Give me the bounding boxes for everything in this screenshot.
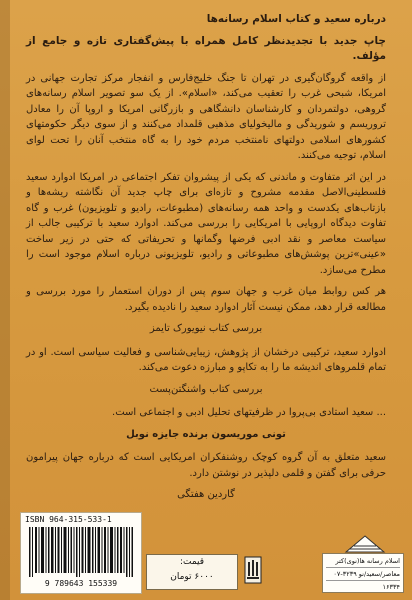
- barcode-icon: [29, 527, 133, 577]
- paragraph-3: هر کس روابط میان غرب و جهان سوم پس از دوران استعمار را مورد بررسی و مطالعه قرار دهد، ممکن نیست آثار ادوارد سعید را نادیده بگیرد.: [26, 286, 386, 313]
- sticker-line-3: ۱۶۳۳۴: [382, 583, 400, 591]
- paragraph-6: سعید متعلق به آن گروه کوچک روشنفکران امریکایی است که درباره جهان پیرامون حرفی برای گفتن و قلمی دلپذیر در نوشتن دارد.: [26, 452, 386, 479]
- header-line-2: چاپ جدید با تجدیدنظر کامل همراه با پیش‌گفتاری تازه و جامع از مؤلف.: [26, 34, 386, 62]
- cover-edge-shadow: [0, 0, 10, 600]
- publisher-emblem-icon: [340, 535, 390, 553]
- price-label: قیمت:: [179, 557, 205, 567]
- attribution-nyt: بررسی کتاب نیویورک تایمز: [149, 323, 263, 334]
- attribution-guardian: گاردین هفتگی: [177, 489, 235, 500]
- paragraph-2: در این اثر متفاوت و ماندنی که یکی از پیشروان تفکر اجتماعی در امریکا ادوارد سعید فلسطینی‌الاصل مقدمه مشروح و تازه‌ای برای چاپ جدید آن نگاشته ریشه‌ها و بازتاب‌های یکدست و واحد همه رسانه‌های (مطبوعات، رادیو و تلویزیون) غرب و گاه تفاوت دیدگاه اروپایی با امریکایی را بررسی می‌کند. ادوارد سعید با ترکیبی جالب از سیاست معاصر و نقد ادبی فرضها وگمانها و تحریفاتی که حتی در زیر ساخت «عینی»ترین پوشش‌های مطبوعاتی و رادیو، تلویزیونی درباره اسلام موجود است را مطرح می‌سازد.: [26, 171, 386, 276]
- attribution-washington-post: بررسی کتاب واشنگتن‌پست: [149, 383, 263, 395]
- price-value: ۶۰۰۰ تومان: [170, 572, 214, 582]
- barcode-label: [20, 512, 142, 594]
- blurb-text-block: [26, 12, 386, 511]
- header-line-1: درباره سعید و کتاب اسلام رسانه‌ها: [206, 13, 386, 25]
- attribution-toni-morrison: تونی موریسون برنده جایزه نوبل: [126, 428, 286, 440]
- sticker-line-2: معاصر/سعید/نو ۳۲۳۹-۰۷: [326, 568, 400, 581]
- isbn-text: ISBN 964-315-533-1: [25, 515, 112, 524]
- paragraph-4: ادوارد سعید، ترکیبی درخشان از پژوهش، زیبایی‌شناسی و فعالیت سیاسی است. او در تمام قلمروهای اندیشه ما را به تکاپو و مبارزه دعوت می‌کند.: [26, 346, 386, 373]
- paragraph-1: از واقعه گروگان‌گیری در تهران تا جنگ خلیج‌فارس و انفجار مرکز تجارت جهانی در امریکا، شبحی غرب را تعقیب می‌کند، «اسلام». از یک سو تصویر اسلام رسانه‌های گروهی، دولتمردان و کارشناسان دانشگاهی و بازرگانی امریکا و اروپا آن را معادل تروریسم و شوریدگی و مالیخولیای مذهبی قلمداد می‌کنند و از سوی دیگر حکومتهای کشورهای اسلامی دولتهای نامنتخب مردم خود را به گاه منتخب آنان را تحت لوای اسلام، توجیه می‌کنند.: [26, 72, 386, 161]
- sticker-line-1: اسلام رسانه ها(نوی)کتر: [326, 555, 400, 568]
- paragraph-5: ... سعید استادی بی‌پروا در ظرفیتهای تحلیل ادبی و اجتماعی است.: [112, 407, 386, 418]
- price-box: [146, 554, 238, 590]
- library-sticker: [322, 553, 404, 593]
- publisher-logo-icon: [244, 556, 262, 584]
- barcode-number: 9 789643 155339: [44, 579, 118, 588]
